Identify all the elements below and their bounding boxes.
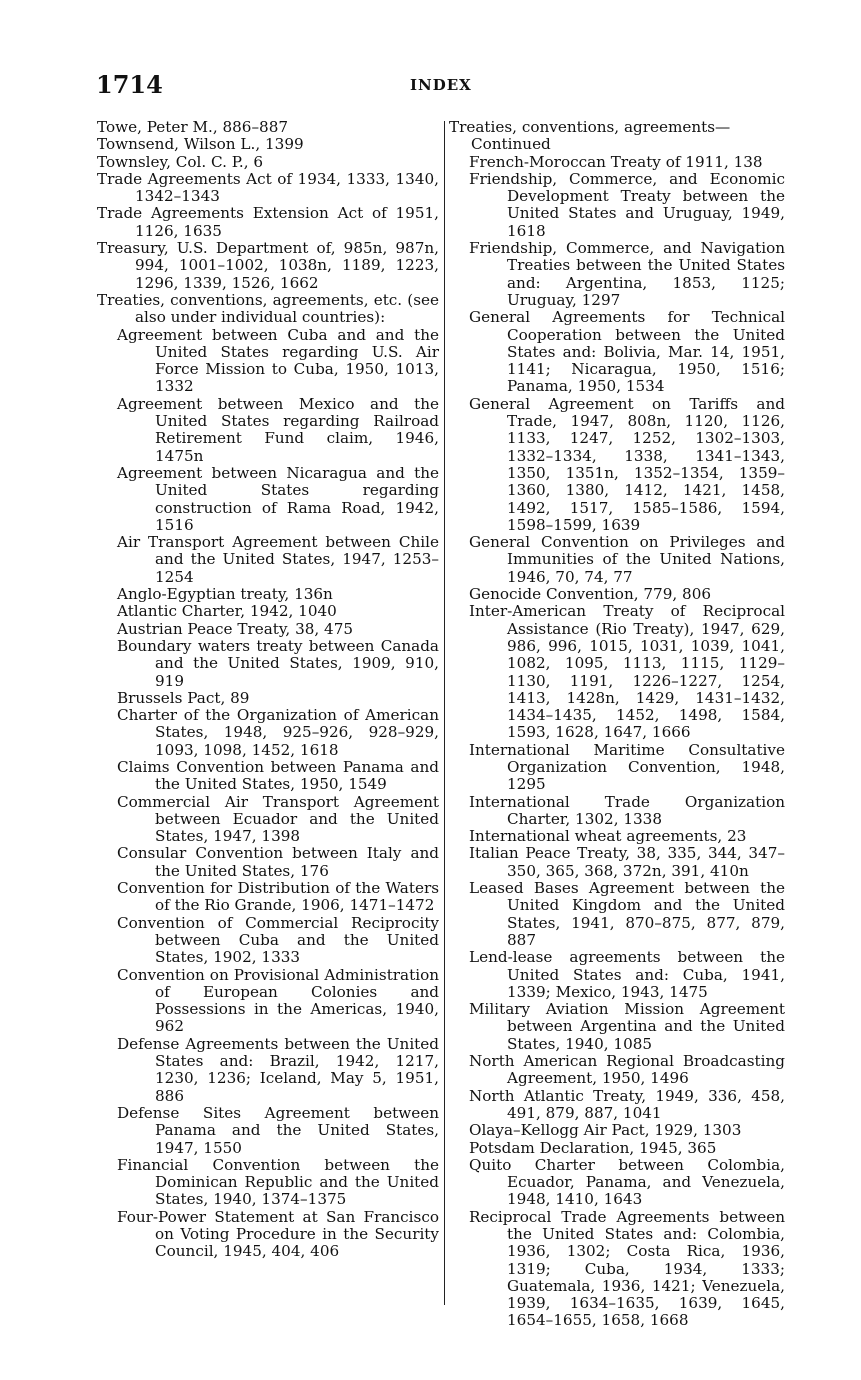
index-entry: Genocide Convention, 779, 806 — [469, 585, 712, 604]
index-entry: Friendship, Commerce, and Navigation Treaties between the United States and: Argentina, 1853, 1125; Uruguay, 1297 — [469, 239, 785, 309]
index-entry: International Trade Organization Charter, 1302, 1338 — [469, 792, 785, 828]
index-entry: Trade Agreements Act of 1934, 1333, 1340, 1342–1343 — [97, 169, 439, 206]
index-entry: Inter-American Treaty of Reciprocal Assistance (Rio Treaty), 1947, 629, 986, 996, 1015, 1031, 1039, 1041, 1082, 1095, 1113, 1115, 1129–1130, 1191, 1226–1227, 1254, 1413, 1428n, 1429, 1431–1432, 1434–1435, 1452, 1498, 1584, 1593, 1628, 1647, 1666 — [469, 602, 785, 742]
index-entry: Convention for Distribution of the Waters of the Rio Grande, 1906, 1471–1472 — [117, 879, 439, 915]
index-entries-right — [449, 154, 785, 1330]
index-entry: Claims Convention between Panama and the United States, 1950, 1549 — [117, 757, 439, 794]
page-number: 1714 — [96, 70, 163, 99]
index-entry: Convention on Provisional Administration of European Colonies and Possessions in the Americas, 1940, 962 — [117, 965, 439, 1036]
index-entry: Olaya–Kellogg Air Pact, 1929, 1303 — [469, 1121, 742, 1140]
page-header — [96, 70, 786, 100]
index-entry: Friendship, Commerce, and Economic Development Treaty between the United States and Uruguay, 1949, 1618 — [469, 169, 785, 240]
index-entry: Financial Convention between the Dominican Republic and the United States, 1940, 1374–1375 — [117, 1155, 439, 1209]
index-entry: Atlantic Charter, 1942, 1040 — [117, 602, 337, 621]
index-entry: Convention of Commercial Reciprocity between Cuba and the United States, 1902, 1333 — [117, 913, 439, 967]
index-entry: Defense Agreements between the United States and: Brazil, 1942, 1217, 1230, 1236; Iceland, May 5, 1951, 886 — [117, 1034, 439, 1105]
continued-label: Continued — [471, 135, 551, 154]
index-entry: International wheat agreements, 23 — [469, 827, 747, 846]
index-entry: Treaties, conventions, agreements, etc. (see also under individual countries): — [97, 290, 439, 327]
index-entry: General Agreements for Technical Cooperation between the United States and: Bolivia, Mar. 14, 1951, 1141; Nicaragua, 1950, 1516; Panama, 1950, 1534 — [469, 308, 785, 396]
index-entry: French-Moroccan Treaty of 1911, 138 — [469, 152, 763, 171]
index-entry: Four-Power Statement at San Francisco on Voting Procedure in the Security Council, 1945, 404, 406 — [117, 1207, 439, 1261]
index-entry: Italian Peace Treaty, 38, 335, 344, 347–350, 365, 368, 372n, 391, 410n — [469, 844, 785, 880]
index-entry: Consular Convention between Italy and the United States, 176 — [117, 844, 439, 880]
index-entry: Charter of the Organization of American States, 1948, 925–926, 928–929, 1093, 1098, 1452, 1618 — [117, 706, 439, 759]
index-entry: Agreement between Cuba and and the United States regarding U.S. Air Force Mission to Cuba, 1950, 1013, 1332 — [117, 325, 439, 396]
index-entry: General Convention on Privileges and Immunities of the United Nations, 1946, 70, 74, 77 — [469, 533, 785, 586]
column-divider — [444, 121, 445, 1305]
index-entry: Lend-lease agreements between the United States and: Cuba, 1941, 1339; Mexico, 1943, 1475 — [469, 948, 785, 1001]
index-entry-heading-continued: Treaties, conventions, agreements— — [449, 118, 731, 136]
index-entry: Military Aviation Mission Agreement between Argentina and the United States, 1940, 1085 — [469, 1000, 785, 1053]
index-column-left — [97, 119, 439, 1261]
index-entry: Agreement between Mexico and the United States regarding Railroad Retirement Fund claim, 1946, 1475n — [117, 394, 439, 465]
index-entry: Anglo-Egyptian treaty, 136n — [117, 585, 333, 604]
index-entry: Air Transport Agreement between Chile and the United States, 1947, 1253–1254 — [117, 533, 439, 586]
index-entry: North Atlantic Treaty, 1949, 336, 458, 491, 879, 887, 1041 — [469, 1086, 785, 1122]
index-entry: North American Regional Broadcasting Agreement, 1950, 1496 — [469, 1052, 785, 1088]
index-entry: Potsdam Declaration, 1945, 365 — [469, 1138, 717, 1157]
index-entry: Trade Agreements Extension Act of 1951, 1126, 1635 — [97, 204, 439, 240]
index-entry: Quito Charter between Colombia, Ecuador, Panama, and Venezuela, 1948, 1410, 1643 — [469, 1155, 785, 1209]
index-entry: Leased Bases Agreement between the United Kingdom and the United States, 1941, 870–875, 877, 879, 887 — [469, 879, 785, 949]
index-entry: Towe, Peter M., 886–887 — [97, 118, 289, 136]
index-entry: Defense Sites Agreement between Panama and the United States, 1947, 1550 — [117, 1103, 439, 1157]
index-entry: International Maritime Consultative Organization Convention, 1948, 1295 — [469, 740, 785, 794]
index-entry: Commercial Air Transport Agreement between Ecuador and the United States, 1947, 1398 — [117, 792, 439, 846]
index-entry: Brussels Pact, 89 — [117, 688, 250, 707]
index-entry: Reciprocal Trade Agreements between the United States and: Colombia, 1936, 1302; Costa Rica, 1936, 1319; Cuba, 1934, 1333; Guatemala, 1936, 1421; Venezuela, 1939, 1634–1635, 1639, 1645, 1654–1655, 1658, 1668 — [469, 1207, 785, 1330]
index-entry: Agreement between Nicaragua and the United States regarding construction of Rama Road, 1942, 1516 — [117, 463, 439, 534]
index-entry: Treasury, U.S. Department of, 985n, 987n, 994, 1001–1002, 1038n, 1189, 1223, 1296, 1339, 1526, 1662 — [97, 239, 439, 292]
index-entry: General Agreement on Tariffs and Trade, 1947, 808n, 1120, 1126, 1133, 1247, 1252, 1302–1303, 1332–1334, 1338, 1341–1343, 1350, 1351n, 1352–1354, 1359–1360, 1380, 1412, 1421, 1458, 1492, 1517, 1585–1586, 1594, 1598–1599, 1639 — [469, 394, 785, 534]
index-entry: Boundary waters treaty between Canada and the United States, 1909, 910, 919 — [117, 636, 439, 690]
index-column-right — [449, 119, 785, 1330]
index-entry: Townsend, Wilson L., 1399 — [97, 135, 304, 154]
index-entry: Austrian Peace Treaty, 38, 475 — [117, 619, 354, 638]
index-entry: Townsley, Col. C. P., 6 — [97, 152, 264, 171]
running-head: INDEX — [410, 76, 472, 94]
